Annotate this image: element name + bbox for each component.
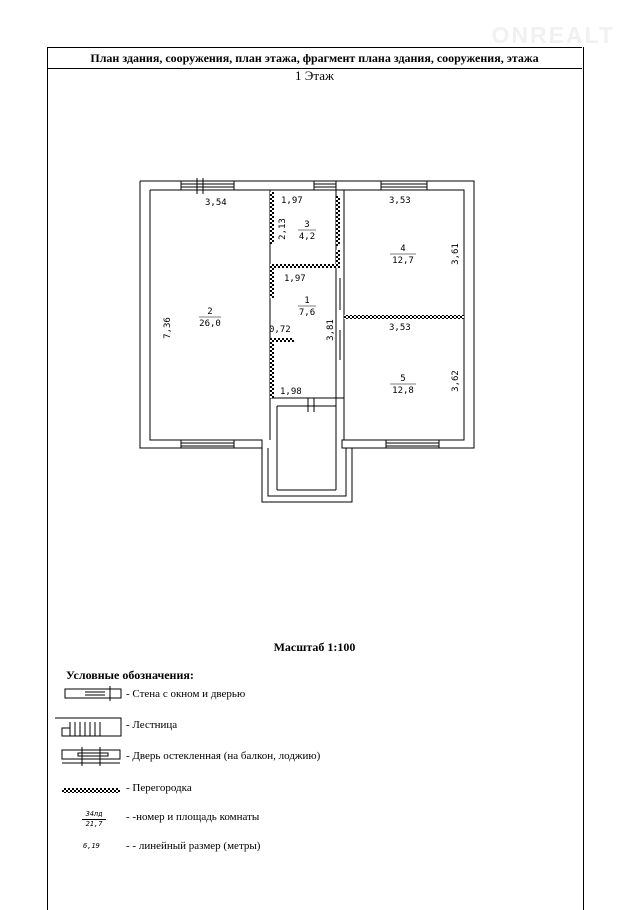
entrance-porch [262,448,352,502]
legend-symbols [55,686,121,793]
legend-sample-room-top: 34лд [82,810,106,820]
legend-item-stairs: - Лестница [126,719,178,731]
room-area: 26,0 [199,319,221,329]
sheet-title: План здания, сооружения, план этажа, фрагмент плана здания, сооружения, этажа [47,47,582,69]
floor-label: 1 Этаж [295,68,334,83]
legend-sample-size: 6,19 [83,842,100,850]
dimension-value: 7,36 [163,317,173,339]
dimension-value: 1,97 [284,274,306,284]
stairs-symbol [55,718,121,736]
dimension-labels [163,196,461,397]
legend-item-wall: - Стена с окном и дверью [126,688,246,700]
room-number: 3 [304,220,310,230]
doors [308,278,340,412]
room-labels [199,220,416,396]
dimension-value: 3,53 [389,323,411,333]
watermark-logo: ONREALT [491,22,615,48]
room-number: 2 [207,307,213,317]
dimension-value: 2,13 [278,218,288,240]
dimension-value: 0,72 [269,325,291,335]
dimension-value: 3,61 [451,243,461,265]
legend-item-linear-size: - - линейный размер (метры) [126,840,261,852]
scale-label: Масштаб 1:100 [273,640,356,654]
dimension-value: 3,81 [326,319,336,341]
dimension-value: 3,54 [205,198,227,208]
legend-title: Условные обозначения: [66,668,194,682]
partition-symbol [62,788,120,793]
dimension-value: 3,53 [389,196,411,206]
legend-item-partition: - Перегородка [126,782,192,794]
room-number: 5 [400,374,406,384]
room-area: 12,7 [392,256,414,266]
room-area: 7,6 [298,308,316,318]
dimension-value: 3,62 [451,370,461,392]
glazed-door-symbol [62,747,120,766]
legend-item-glazed-door: - Дверь остекленная (на балкон, лоджию) [126,750,321,762]
room-number: 1 [304,296,310,306]
dimension-value: 1,98 [280,387,302,397]
room-number: 4 [400,244,406,254]
room-area: 12,8 [392,386,414,396]
dimension-value: 1,97 [281,196,303,206]
room-area: 4,2 [298,232,316,242]
legend-sample-room-bottom: 21,7 [85,820,103,828]
wall-window-door-symbol [65,686,121,701]
partitions [270,192,464,398]
legend-item-room-number: - -номер и площадь комнаты [126,811,260,823]
legend-sample-room [82,810,106,829]
